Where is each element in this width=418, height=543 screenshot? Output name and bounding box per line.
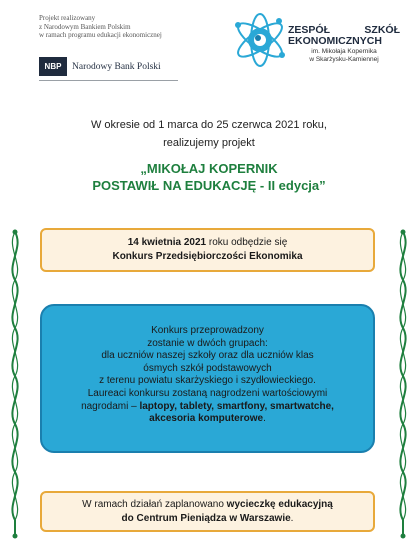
trip-announcement-box [40,491,375,532]
details-line: ósmych szkół podstawowych [143,362,272,374]
details-line: z terenu powiatu skarżyskiego i szydłowieckiego. [99,375,316,387]
sponsor-note-line: z Narodowym Bankiem Polskim [39,22,131,31]
trip-prefix: W ramach działań zaplanowano [82,499,227,510]
right-ornament-frame-icon [392,228,414,540]
event-name [42,250,373,264]
details-period: . [263,413,266,425]
school-name-line: EKONOMICZNYCH [288,35,382,47]
project-title: „MIKOŁAJ KOPERNIK [140,161,278,176]
school-name [288,25,400,47]
details-line: dla uczniów naszej szkoły oraz dla uczniów klas [101,350,314,362]
event-name-text: Konkurs Przedsiębiorczości Ekonomika [112,251,303,262]
details-prizes: akcesoria komputerowe [149,413,264,425]
trip-line [42,498,373,512]
event-announcement-box [40,228,375,272]
details-prizes-prefix: nagrodami – [81,400,140,412]
event-date-line [42,236,373,250]
project-title: POSTAWIŁ NA EDUKACJĘ - II edycja” [92,178,326,193]
trip-line [42,512,373,526]
details-prizes-line [42,401,373,414]
details-prizes: laptopy, tablety, smartfony, smartwatche, [139,400,334,412]
event-date-suffix: roku odbędzie się [206,237,288,248]
sponsor-divider [39,80,178,81]
nbp-logo-mark: NBP [39,57,67,76]
contest-details-box [40,304,375,453]
details-line: Laureaci konkursu zostaną nagrodzeni wartościowymi [87,387,328,399]
sponsor-note [39,14,162,40]
school-subtitle [292,48,396,63]
intro-line: W okresie od 1 marca do 25 czerwca 2021 roku, [90,119,327,131]
school-subtitle-line: im. Mikołaja Kopernika [311,48,377,55]
details-prizes-line [42,413,373,426]
school-name-word: ZESPÓŁ [288,24,331,36]
intro-line: realizujemy projekt [163,137,255,149]
left-ornament-frame-icon [4,228,26,540]
event-date: 14 kwietnia 2021 [127,237,207,248]
nbp-logo-name: Narodowy Bank Polski [72,61,161,72]
details-line: zostanie w dwóch grupach: [147,337,268,349]
details-line: Konkurs przeprowadzony [151,325,264,336]
trip-period: . [290,512,294,524]
trip-destination: do Centrum Pieniądza w Warszawie [121,512,291,524]
school-subtitle-line: w Skarżysku-Kamiennej [309,55,379,63]
sponsor-note-line: Projekt realizowany [39,14,96,22]
trip-highlight: wycieczkę edukacyjną [226,499,333,510]
sponsor-note-line: w ramach programu edukacji ekonomicznej [39,31,162,39]
school-atom-logo-icon [232,12,288,68]
school-name-word: SZKÓŁ [364,24,400,36]
nbp-logo [39,57,161,76]
